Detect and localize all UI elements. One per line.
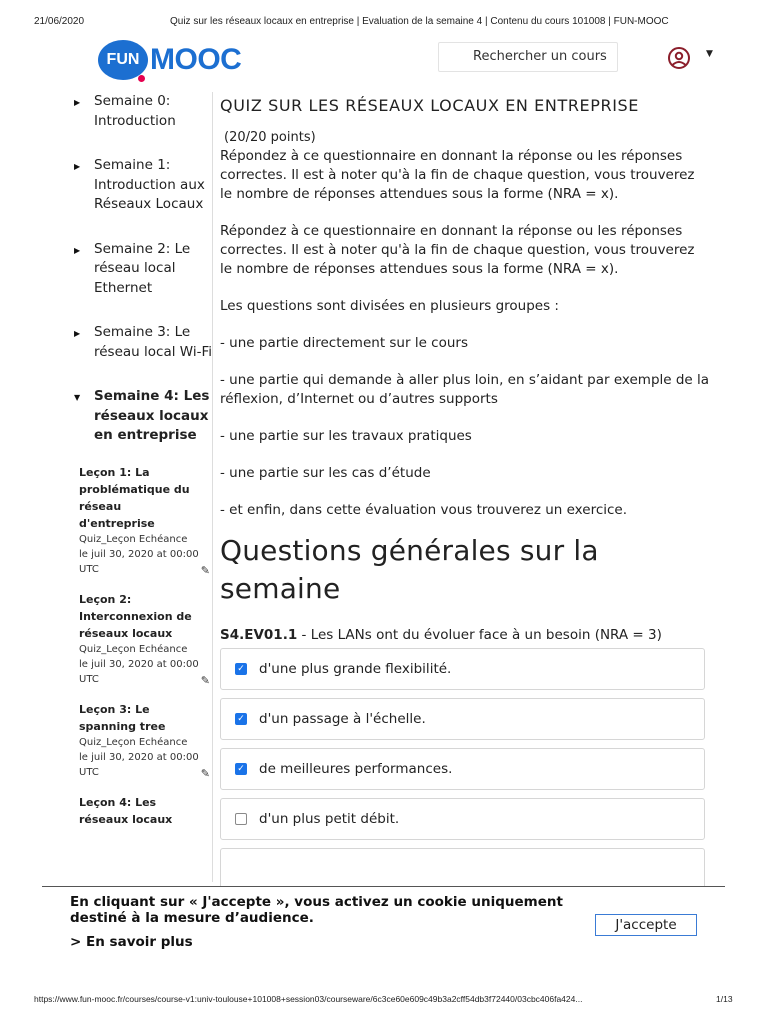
intro-paragraph-2: Répondez à ce questionnaire en donnant la réponse ou les réponses correctes. Il est à noter qu'à la fin de chaque question, vous trouverez le nombre de réponses attendues sous la forme (NRA = x).	[220, 223, 695, 277]
sidebar-lesson-3[interactable]	[79, 701, 210, 780]
question-text: - Les LANs ont du évoluer face à un besoin (NRA = 3)	[297, 627, 662, 643]
lesson-title: Leçon 4: Les réseaux locaux	[79, 795, 173, 826]
fun-mooc-logo[interactable]	[98, 40, 241, 80]
group-item: - une partie directement sur le cours	[220, 335, 469, 351]
lesson-title: Leçon 1: La problématique du réseau d'entreprise	[79, 465, 190, 530]
week-label: Semaine 2: Le réseau local Ethernet	[94, 240, 191, 296]
answer-option[interactable]	[220, 748, 705, 790]
quiz-content	[220, 96, 710, 898]
week-label: Semaine 3: Le réseau local Wi-Fi	[94, 324, 212, 360]
lesson-meta: Quiz_Leçon Echéance le juil 30, 2020 at 00:00 UTC	[79, 736, 199, 778]
section-title: Questions générales sur la semaine	[220, 534, 599, 605]
lesson-meta: Quiz_Leçon Echéance le juil 30, 2020 at 00:00 UTC	[79, 533, 199, 575]
edit-icon: ✎	[200, 766, 210, 780]
learn-more-link[interactable]: > En savoir plus	[70, 934, 193, 950]
group-item: - une partie sur les travaux pratiques	[220, 428, 472, 444]
answer-option[interactable]	[220, 648, 705, 690]
group-item: - une partie sur les cas d’étude	[220, 465, 431, 481]
sidebar-divider	[212, 92, 213, 882]
group-item: - et enfin, dans cette évaluation vous trouverez un exercice.	[220, 502, 628, 518]
sidebar-lesson-2[interactable]	[79, 591, 210, 687]
answer-label: d'un plus petit débit.	[259, 811, 400, 827]
checkbox-checked[interactable]: ✓	[235, 713, 247, 725]
lesson-title: Leçon 3: Le spanning tree	[79, 702, 166, 733]
week-label: Semaine 1: Introduction aux Réseaux Locaux	[94, 157, 205, 212]
checkbox-checked[interactable]: ✓	[235, 763, 247, 775]
edit-icon: ✎	[200, 563, 210, 577]
checkbox-unchecked[interactable]	[235, 813, 247, 825]
sidebar-week-3[interactable]	[60, 323, 212, 362]
question-prompt	[220, 626, 710, 644]
search-input[interactable]: Rechercher un cours	[438, 42, 618, 72]
user-menu-caret-icon[interactable]: ▼	[706, 49, 713, 59]
answer-option[interactable]	[220, 848, 705, 890]
question-id: S4.EV01.1	[220, 627, 298, 643]
edit-icon: ✎	[200, 673, 210, 687]
sidebar-week-4[interactable]	[60, 387, 212, 446]
logo-fun-text: FUN	[106, 51, 140, 68]
course-sidebar	[60, 92, 212, 842]
logo-badge	[98, 40, 148, 80]
answer-option[interactable]	[220, 798, 705, 840]
group-item: - une partie qui demande à aller plus loin, en s’aidant par exemple de la réflexion, d’Internet ou d’autres supports	[220, 372, 710, 407]
groups-intro: Les questions sont divisées en plusieurs groupes :	[220, 298, 559, 314]
quiz-title: QUIZ SUR LES RÉSEAUX LOCAUX EN ENTREPRISE	[220, 96, 640, 115]
collapse-arrow-icon: ▼	[74, 393, 81, 402]
intro-paragraph-1: Répondez à ce questionnaire en donnant la réponse ou les réponses correctes. Il est à noter qu'à la fin de chaque question, vous trouverez le nombre de réponses attendues sous la forme (NRA = x).	[220, 148, 695, 202]
expand-arrow-icon: ▶	[74, 329, 81, 338]
print-page-title: Quiz sur les réseaux locaux en entreprise | Evaluation de la semaine 4 | Contenu du cours 101008 | FUN-MOOC	[170, 16, 669, 27]
sidebar-week-0[interactable]	[60, 92, 212, 131]
logo-dot	[138, 75, 145, 82]
cookie-banner	[42, 886, 725, 986]
accept-cookie-button[interactable]: J'accepte	[595, 914, 697, 936]
print-page-number: 1/13	[716, 994, 733, 1004]
answer-list	[220, 648, 710, 890]
answer-label: de meilleures performances.	[259, 761, 453, 777]
week-label: Semaine 0: Introduction	[94, 93, 176, 129]
answer-label: d'un passage à l'échelle.	[259, 711, 426, 727]
sidebar-lesson-4[interactable]	[79, 794, 199, 828]
sidebar-week-2[interactable]	[60, 240, 212, 299]
expand-arrow-icon: ▶	[74, 162, 81, 171]
cookie-message: En cliquant sur « J'accepte », vous activez un cookie uniquement destiné à la mesure d’audience.	[70, 894, 563, 926]
lesson-title: Leçon 2: Interconnexion de réseaux locaux	[79, 592, 192, 640]
week-label: Semaine 4: Les réseaux locaux en entreprise	[94, 388, 210, 443]
logo-mooc-text: MOOC	[150, 43, 242, 76]
sidebar-week-1[interactable]	[60, 156, 212, 215]
print-date: 21/06/2020	[34, 16, 85, 27]
user-icon[interactable]	[666, 47, 692, 69]
answer-option[interactable]	[220, 698, 705, 740]
answer-label: d'une plus grande flexibilité.	[259, 661, 452, 677]
expand-arrow-icon: ▶	[74, 98, 81, 107]
quiz-points: (20/20 points)	[224, 130, 316, 145]
sidebar-lesson-1[interactable]	[79, 464, 210, 577]
checkbox-checked[interactable]: ✓	[235, 663, 247, 675]
print-url: https://www.fun-mooc.fr/courses/course-v1:univ-toulouse+101008+session03/courseware/6c3ce60e609c49b3a2cff54db3f72440/03cbc406fa424...	[34, 994, 583, 1004]
lesson-meta: Quiz_Leçon Echéance le juil 30, 2020 at 00:00 UTC	[79, 643, 199, 685]
expand-arrow-icon: ▶	[74, 245, 81, 255]
